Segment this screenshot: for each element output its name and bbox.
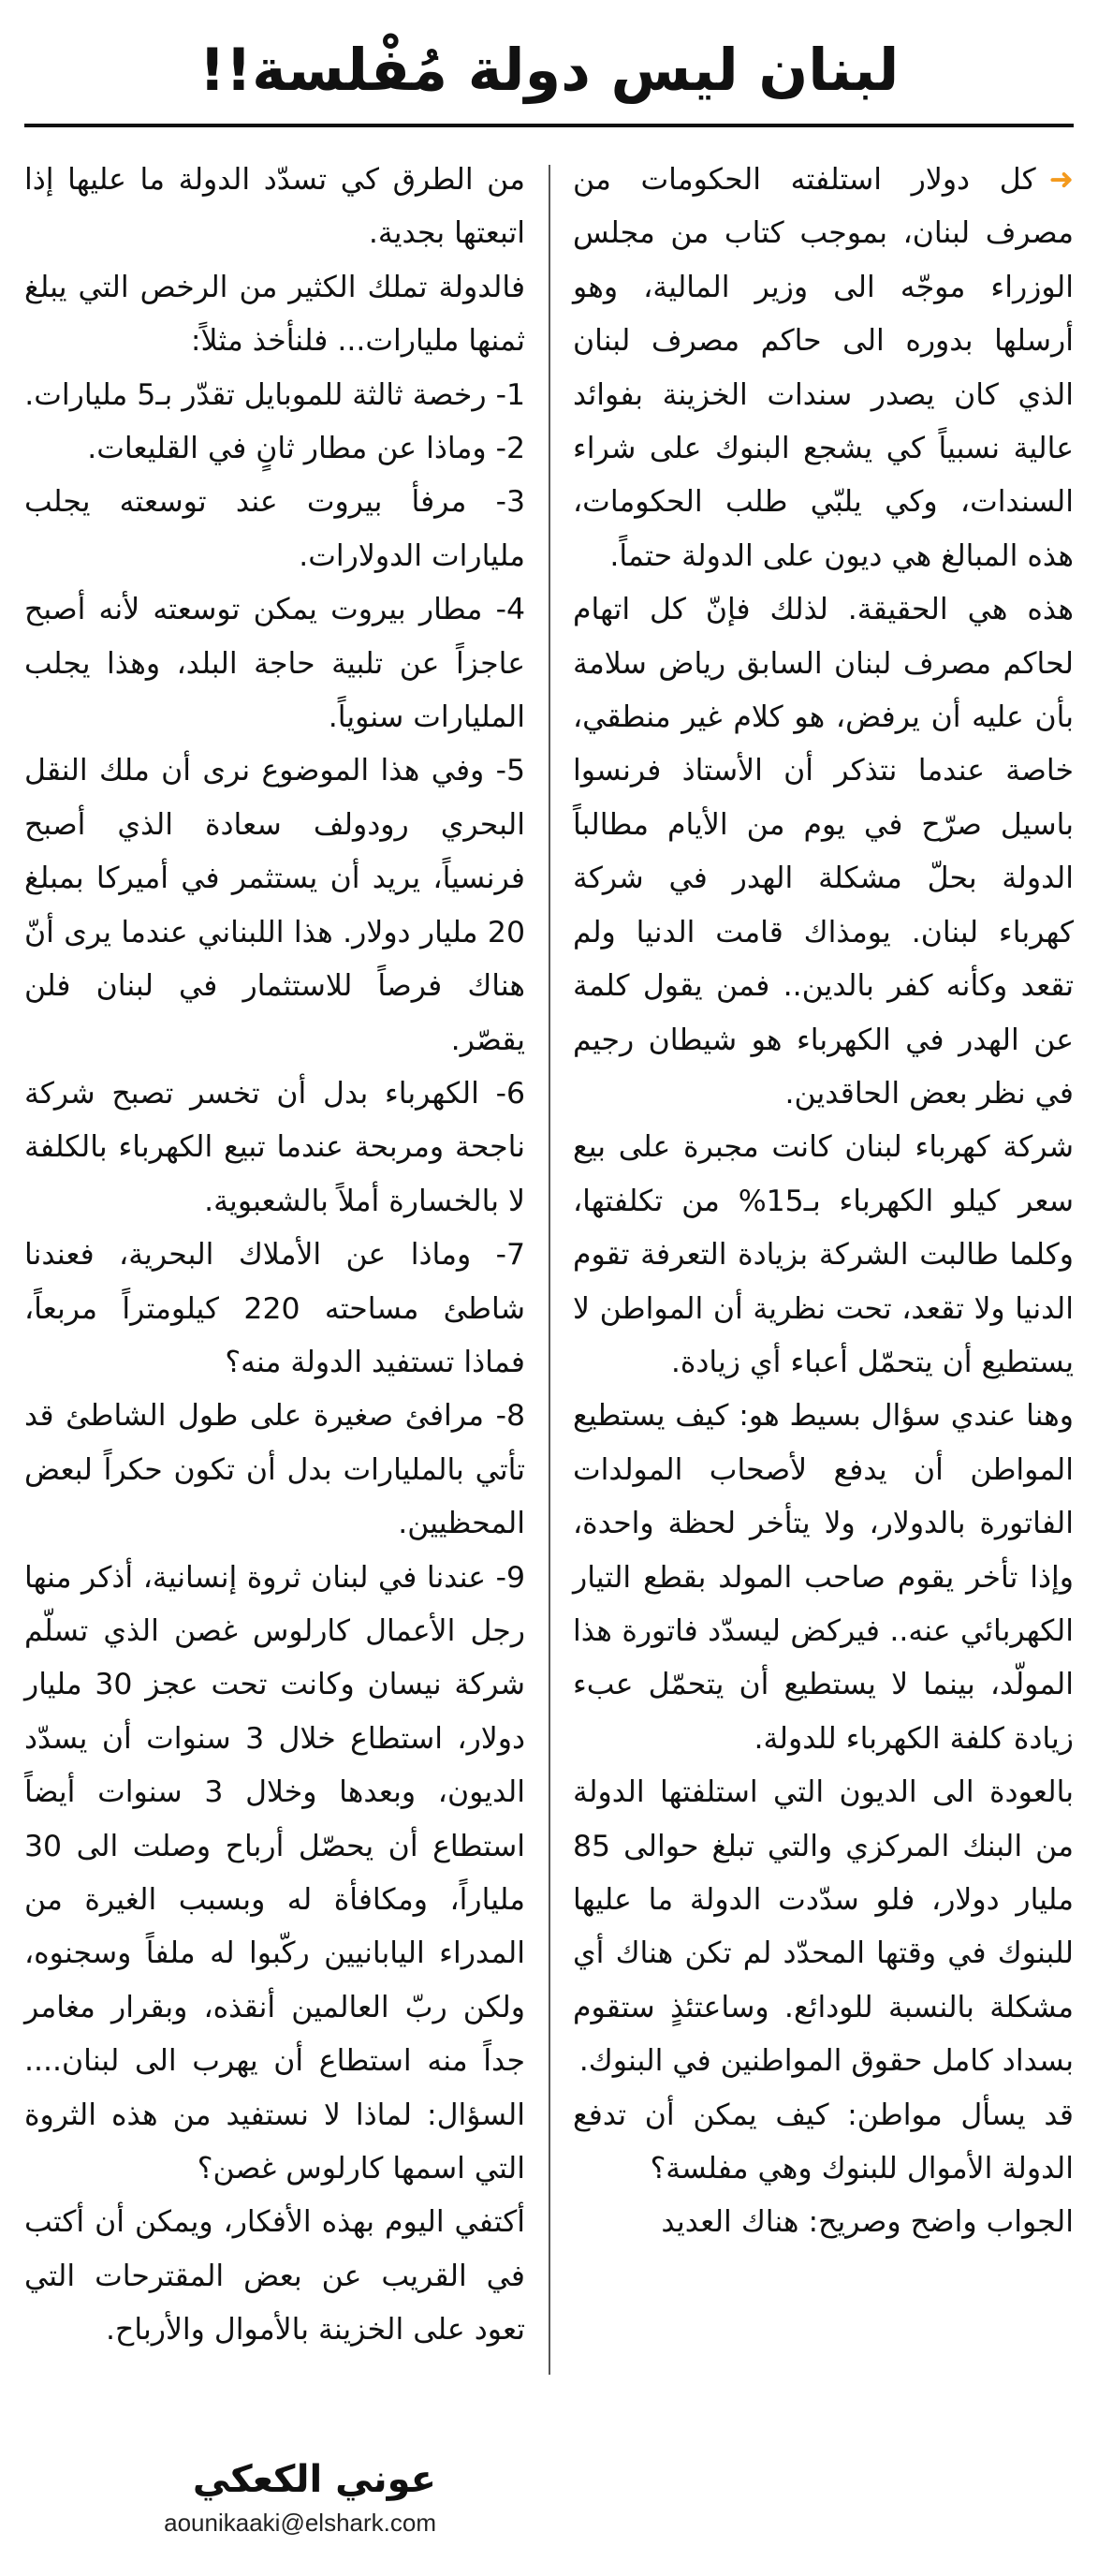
list-item: 6- الكهرباء بدل أن تخسر تصبح شركة ناجحة ومربحة عندما تبيع الكهرباء بالكلفة لا بالخسارة أملاً بالشعبوية.: [24, 1076, 525, 1218]
list-item: 9- عندنا في لبنان ثروة إنسانية، أذكر منها رجل الأعمال كارلوس غصن الذي تسلّم شركة نيسان وكانت تحت عجز 30 مليار دولار، استطاع خلال 3 سنوات أن يسدّد الديون، وبعدها وخلال 3 سنوات أيضاً استطاع أن يحصّل أرباح وصلت الى 30 ملياراً، ومكافأة له وبسبب الغيرة من المدراء اليابانيين ركّبوا له ملفاً وسجنوه، ولكن ربّ العالمين أنقذه، وبقرار مغامر جداً منه استطاع أن يهرب الى لبنان.... السؤال: لماذا لا نستفيد من هذه الثروة التي اسمها كارلوس غصن؟: [24, 1560, 525, 2186]
paragraph: فالدولة تملك الكثير من الرخص التي يبلغ ثمنها مليارات... فلنأخذ مثلاً:: [24, 270, 525, 359]
article: [24, 21, 1074, 2555]
author-email[interactable]: aounikaaki@elshark.com: [164, 2509, 436, 2537]
column-left: [24, 154, 525, 2438]
paragraph: قد يسأل مواطن: كيف يمكن أن تدفع الدولة الأموال للبنوك وهي مفلسة؟: [573, 2098, 1074, 2186]
paragraph: شركة كهرباء لبنان كانت مجبرة على بيع سعر كيلو الكهرباء بـ15% من تكلفتها، وكلما طالبت الشركة بزيادة التعرفة تقوم الدنيا ولا تقعد، تحت نظرية أن المواطن لا يستطيع أن يتحمّل أعباء أي زيادة.: [573, 1130, 1074, 1379]
list-item: 5- وفي هذا الموضوع نرى أن ملك النقل البحري رودولف سعادة الذي أصبح فرنسياً، يريد أن يستثمر في أميركا بمبلغ 20 مليار دولار. هذا اللبناني عندما يرى أنّ هناك فرصاً للاستثمار في لبنان فلن يقصّر.: [24, 754, 525, 1057]
list-item: 4- مطار بيروت يمكن توسعته لأنه أصبح عاجزاً عن تلبية حاجة البلد، وهذا يجلب المليارات سنوياً.: [24, 593, 525, 735]
orange-double-arrow-icon: ➜: [1048, 163, 1074, 197]
article-body: [24, 154, 1074, 2438]
paragraph: وهنا عندي سؤال بسيط هو: كيف يستطيع المواطن أن يدفع لأصحاب المولدات الفاتورة بالدولار، ولا يتأخر لحظة واحدة، وإذا تأخر يقوم صاحب المولد بقطع التيار الكهربائي عنه.. فيركض ليسدّد فاتورة هذا المولّد، بينما لا يستطيع أن يتحمّل عبء زيادة كلفة الكهرباء للدولة.: [573, 1399, 1074, 1756]
author-name: عوني الكعكي: [192, 2458, 436, 2501]
paragraph: هذه هي الحقيقة. لذلك فإنّ كل اتهام لحاكم مصرف لبنان السابق رياض سلامة بأن عليه أن يرفض، هو كلام غير منطقي، خاصة عندما نتذكر أن الأستاذ فرنسوا باسيل صرّح في يوم من الأيام مطالباً الدولة بحلّ مشكلة الهدر في شركة كهرباء لبنان. يومذاك قامت الدنيا ولم تقعد وكأنه كفر بالدين.. فمن يقول كلمة عن الهدر في الكهرباء هو شيطان رجيم في نظر بعض الحاقدين.: [573, 593, 1074, 1111]
paragraph: من الطرق كي تسدّد الدولة ما عليها إذا اتبعتها بجدية.: [24, 163, 525, 251]
column-right: [573, 154, 1074, 2438]
list-item: 1- رخصة ثالثة للموبايل تقدّر بـ5 مليارات.: [24, 377, 525, 412]
author-signature: [24, 2455, 436, 2541]
headline: لبنان ليس دولة مُفْلسة!!: [198, 36, 900, 104]
list-item: 7- وماذا عن الأملاك البحرية، فعندنا شاطئ مساحته 220 كيلومتراً مربعاً، فماذا تستفيد الدولة منه؟: [24, 1238, 525, 1379]
paragraph: أكتفي اليوم بهذه الأفكار، ويمكن أن أكتب في القريب عن بعض المقترحات التي تعود على الخزينة بالأموال والأرباح.: [24, 2205, 525, 2348]
list-item: 3- مرفأ بيروت عند توسعته يجلب مليارات الدولارات.: [24, 485, 525, 573]
list-item: 8- مرافئ صغيرة على طول الشاطئ قد تأتي بالمليارات بدل أن تكون حكراً لبعض المحظيين.: [24, 1399, 525, 1541]
paragraph: ➜كل دولار استلفته الحكومات من مصرف لبنان، بموجب كتاب من مجلس الوزراء موجّه الى وزير المالية، وهو أرسلها بدوره الى حاكم مصرف لبنان الذي كان يصدر سندات الخزينة بفوائد عالية نسبياً كي يشجع البنوك على شراء السندات، وكي يلبّي طلب الحكومات، هذه المبالغ هي ديون على الدولة حتماً.: [573, 163, 1074, 573]
paragraph: الجواب واضح وصريح: هناك العديد: [661, 2205, 1074, 2240]
column-divider: [549, 165, 550, 2375]
paragraph: بالعودة الى الديون التي استلفتها الدولة من البنك المركزي والتي تبلغ حوالى 85 مليار دولار، فلو سدّدت الدولة ما عليها للبنوك في وقتها المحدّد لم تكن هناك أي مشكلة بالنسبة للودائع. وساعتئذٍ ستقوم بسداد كامل حقوق المواطنين في البنوك.: [573, 1775, 1074, 2079]
headline-rule: [24, 124, 1074, 127]
list-item: 2- وماذا عن مطار ثانٍ في القليعات.: [87, 432, 525, 466]
